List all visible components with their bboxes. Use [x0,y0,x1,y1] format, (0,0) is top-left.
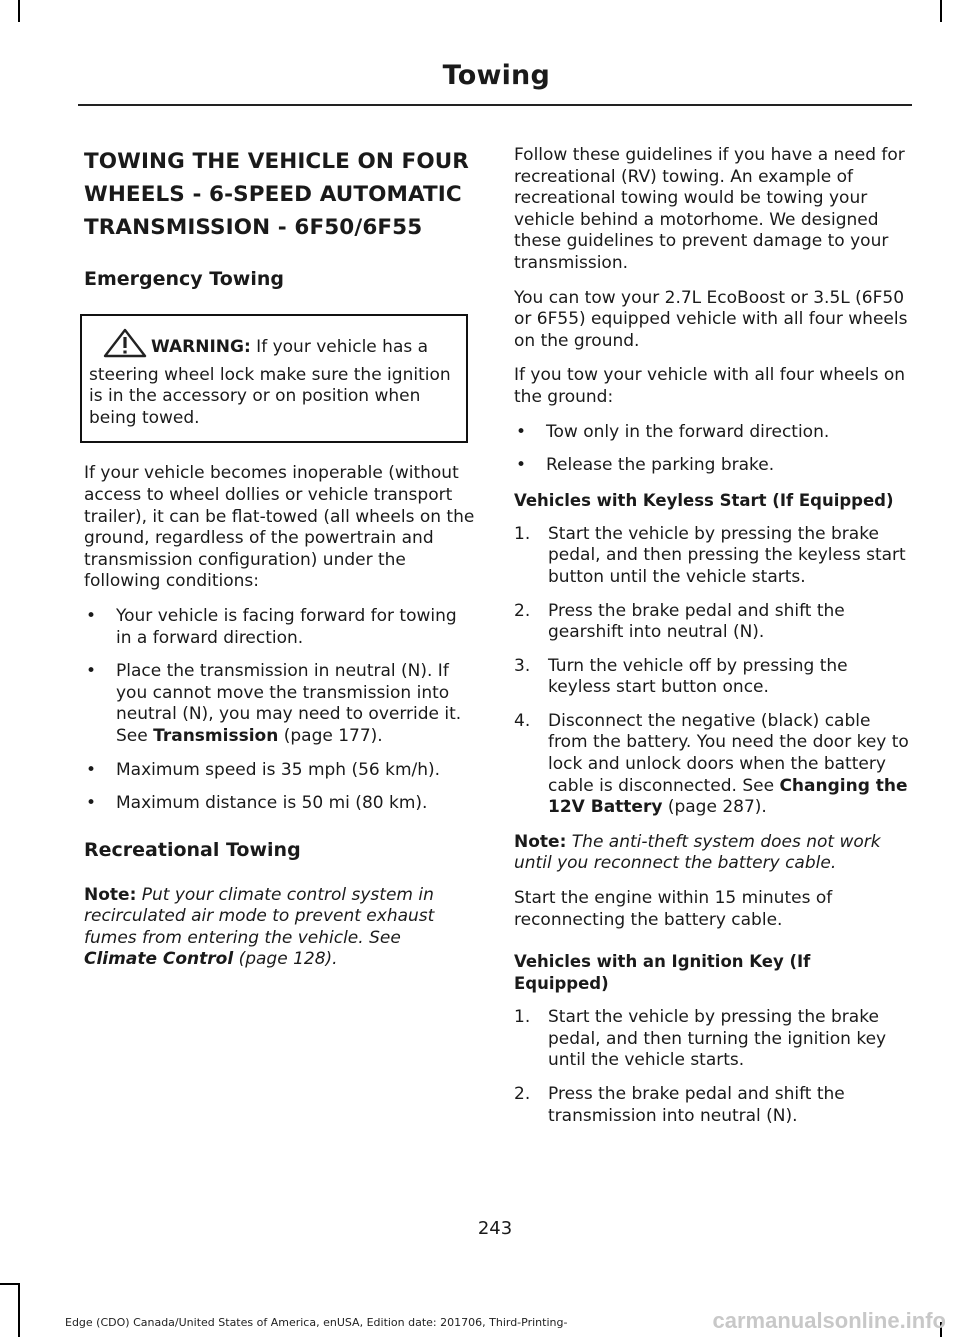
changing-battery-link[interactable]: Changing the 12V Battery [548,775,908,818]
list-item [514,656,910,699]
step-number: 1. [514,1007,531,1028]
note-paragraph [514,832,910,875]
list-item [514,1084,910,1127]
list-item [84,661,476,747]
list-item [84,760,476,782]
list-item [514,601,910,644]
bullet-marker: • [86,793,97,814]
step-number: 1. [514,523,531,544]
bullet-marker: • [86,759,97,780]
step-text: Press the brake pedal and shift the transmission into neutral (N). [548,1084,845,1126]
header-rule [78,104,912,106]
crop-mark-bottom-left-h [0,1283,18,1285]
ignition-key-heading: Vehicles with an Ignition Key (If Equipped) [514,952,811,994]
step-number: 2. [514,600,531,621]
step-number: 4. [514,710,531,731]
paragraph-rv: Follow these guidelines if you have a need for recreational (RV) towing. An example of recreational towing would be towing your vehicle behind a motorhome. We designed these guidelines to prevent damage to your transmission. [514,145,905,273]
footer-edition: Edge (CDO) Canada/United States of America, enUSA, Edition date: 201706, Third-Printing- [65,1316,568,1329]
page-header-title: Towing [442,60,550,91]
list-item [514,455,910,477]
paragraph-equipped: You can tow your 2.7L EcoBoost or 3.5L (6F50 or 6F55) equipped vehicle with all four wheels on the ground. [514,287,908,351]
bullet-marker: • [86,605,97,626]
paragraph-four-wheels: If you tow your vehicle with all four wheels on the ground: [514,365,906,407]
paragraph-start-engine: Start the engine within 15 minutes of reconnecting the battery cable. [514,888,833,930]
list-item-text: Tow only in the forward direction. [546,421,830,442]
crop-mark-top-right [940,0,942,22]
note-label: Note: [514,831,567,852]
list-item [514,1007,910,1072]
transmission-link[interactable]: Transmission [153,725,279,746]
conditions-list [84,606,476,815]
intro-paragraph: If your vehicle becomes inoperable (without access to wheel dollies or vehicle transport trailer), it can be flat-towed (all wheels on the ground, regardless of the powertrain and transmission configuration) under the following conditions: [84,463,475,592]
tow-list [514,422,910,477]
step-text: Turn the vehicle off by pressing the keyless start button once. [548,655,848,698]
list-item-text: Maximum distance is 50 mi (80 km). [116,793,428,814]
note-label: Note: [84,884,137,905]
page-ref: (page 128). [233,949,338,970]
list-item [514,711,910,819]
warning-label: WARNING: [151,337,251,357]
bullet-marker: • [516,455,527,476]
crop-mark-top-left [18,0,20,22]
keyless-start-heading: Vehicles with Keyless Start (If Equipped) [514,490,894,510]
list-item [84,793,476,815]
recreational-towing-heading: Recreational Towing [84,838,301,861]
ignition-steps [514,1007,910,1127]
list-item [514,422,910,444]
list-item-text: Place the transmission in neutral (N). If you cannot move the transmission into neutral (N), you may need to override it. See [116,661,462,746]
step-text: Press the brake pedal and shift the gearshift into neutral (N). [548,600,845,643]
left-column [84,145,476,984]
right-column [514,145,910,1140]
warning-triangle-icon [103,328,147,365]
page-number: 243 [477,1218,513,1239]
step-number: 2. [514,1084,531,1104]
keyless-steps [514,524,910,819]
climate-control-link[interactable]: Climate Control [84,949,234,970]
section-heading: TOWING THE VEHICLE ON FOUR WHEELS - 6-SPEED AUTOMATIC TRANSMISSION - 6F50/6F55 [84,149,469,240]
page-ref: (page 287). [662,797,767,818]
emergency-towing-heading: Emergency Towing [84,268,284,290]
page-ref: (page 177). [278,725,383,746]
bullet-marker: • [86,661,97,682]
list-item-text: Your vehicle is facing forward for towing in a forward direction. [116,605,457,648]
list-item-text: Maximum speed is 35 mph (56 km/h). [116,759,441,780]
step-text: Disconnect the negative (black) cable from the battery. You need the door key to lock and unlock doors when the battery cable is disconnected. See [548,710,909,796]
crop-mark-bottom-left [18,1283,20,1337]
list-item [84,606,476,649]
warning-box [80,314,468,443]
step-number: 3. [514,655,531,676]
note-paragraph [84,885,476,971]
list-item-text: Release the parking brake. [546,455,775,476]
bullet-marker: • [516,421,527,442]
watermark: carmanualsonline.info [712,1308,946,1333]
warning-text: If your vehicle has a steering wheel lock make sure the ignition is in the accessory or on position when being towed. [89,337,451,428]
list-item [514,524,910,589]
step-text: Start the vehicle by pressing the brake pedal, and then turning the ignition key until the vehicle starts. [548,1007,887,1071]
note-text: The anti-theft system does not work until you reconnect the battery cable. [514,831,881,874]
step-text: Start the vehicle by pressing the brake pedal, and then pressing the keyless start button until the vehicle starts. [548,523,906,587]
note-text: Put your climate control system in recirculated air mode to prevent exhaust fumes from entering the vehicle. See [84,884,435,948]
